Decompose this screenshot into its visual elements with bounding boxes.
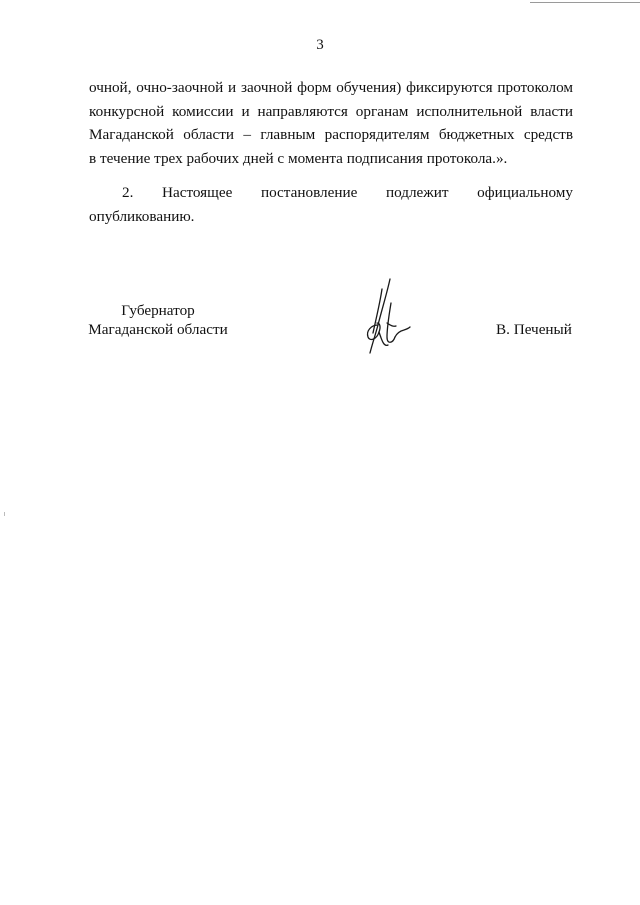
top-rule <box>530 2 640 3</box>
page-number: 3 <box>316 37 324 53</box>
scan-edge-mark <box>4 512 5 516</box>
paragraph-line: очной, очно-заочной и заочной форм обучения) фиксируются протоколом <box>89 79 573 96</box>
handwritten-signature <box>360 275 412 357</box>
paragraph-line: в течение трех рабочих дней с момента подписания протокола.». <box>89 149 508 167</box>
paragraph-continuation <box>89 76 573 170</box>
paragraph-line: 2. Настоящее постановление подлежит официальному <box>122 184 573 201</box>
paragraph-line: опубликованию. <box>89 207 195 225</box>
signatory-title <box>78 301 238 339</box>
paragraph-line: конкурсной комиссии и направляются органам исполнительной власти <box>89 102 573 120</box>
paragraph-line: Магаданской области – главным распорядителям бюджетных средств <box>89 126 573 143</box>
signatory-title-line: Магаданской области <box>88 321 228 338</box>
signatory-title-line: Губернатор <box>121 302 195 319</box>
paragraph-publication-clause <box>89 181 573 228</box>
signatory-name: В. Печеный <box>496 321 572 338</box>
